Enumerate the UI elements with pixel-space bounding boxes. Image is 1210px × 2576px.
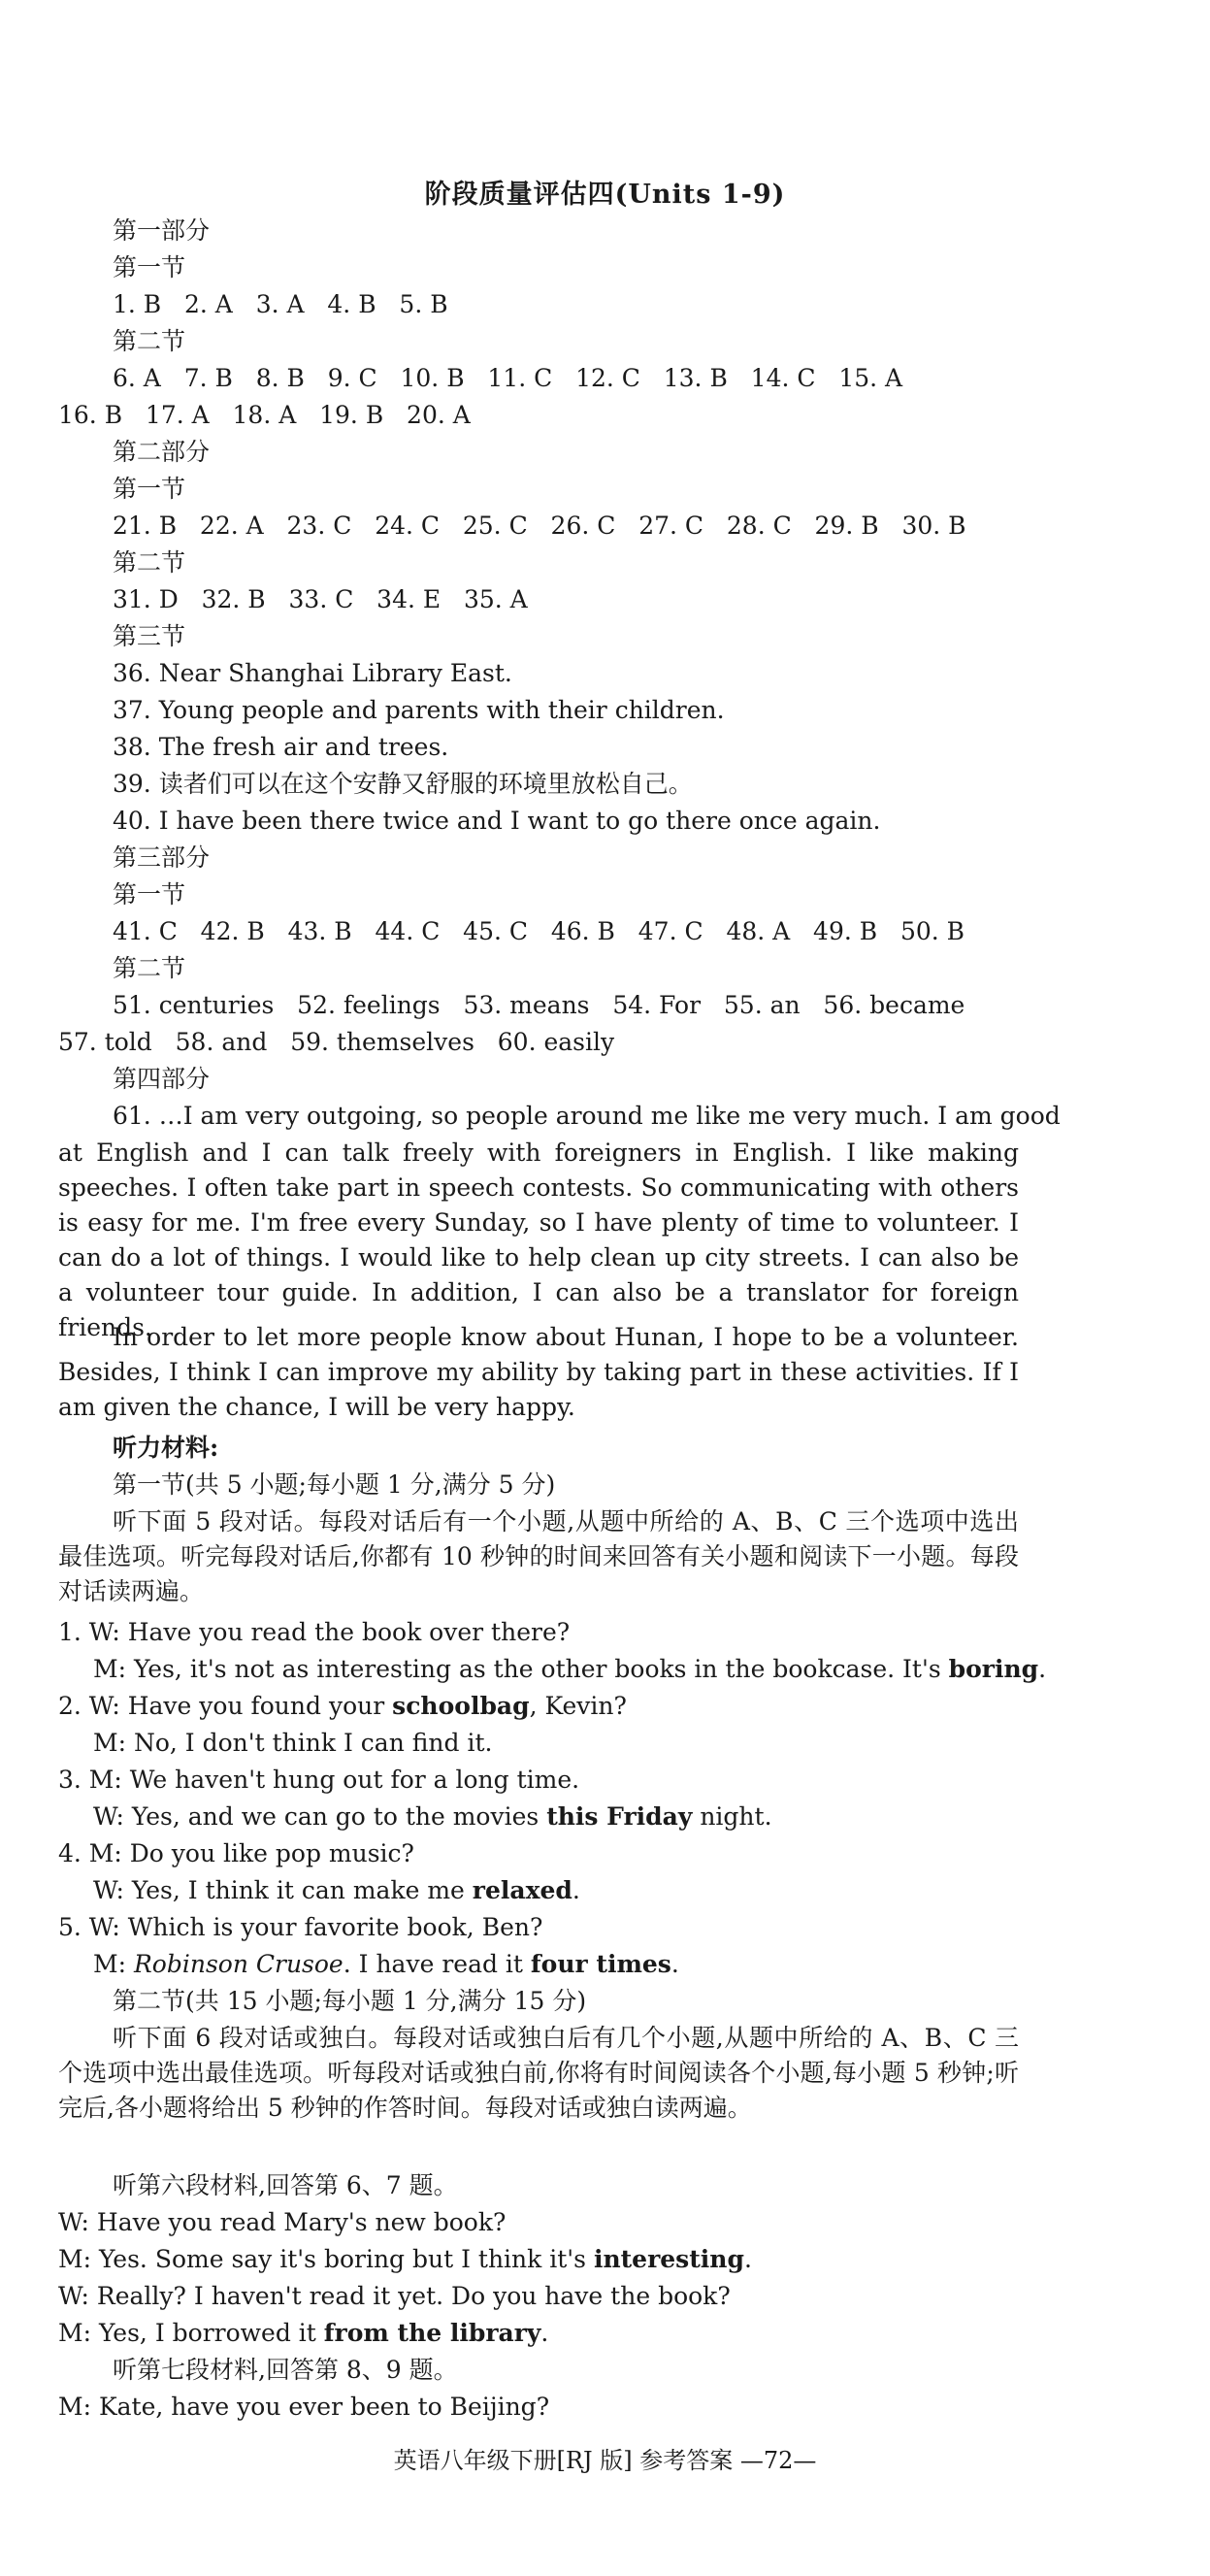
dialogue-3-line-2: W: Yes, and we can go to the movies this Friday night. xyxy=(93,1802,772,1831)
answer-line: 6. A 7. B 8. B 9. C 10. B 11. C 12. C 13. B 14. C 15. A xyxy=(113,364,903,392)
material-6-line-1: W: Have you read Mary's new book? xyxy=(58,2208,507,2236)
dialogue-2-line-2: M: No, I don't think I can find it. xyxy=(93,1729,493,1757)
dialogue-4-line-2: W: Yes, I think it can make me relaxed. xyxy=(93,1876,580,1904)
listening-section-2-instructions: 听下面 6 段对话或独白。每段对话或独白后有几个小题,从题中所给的 A、B、C 三个选项中选出最佳选项。听每段对话或独白前,你将有时间阅读各个小题,每小题 5 秒钟;听完后,各小题将给出 5 秒钟的作答时间。每段对话或独白读两遍。 xyxy=(58,2024,1019,2122)
material-6-line-3: W: Really? I haven't read it yet. Do you have the book? xyxy=(58,2282,731,2310)
answer-line: 第一节 xyxy=(113,475,186,503)
answer-line: 31. D 32. B 33. C 34. E 35. A xyxy=(113,585,528,613)
answer-line: 51. centuries 52. feelings 53. means 54. For 55. an 56. became xyxy=(113,991,965,1019)
answer-line: 40. I have been there twice and I want to go there once again. xyxy=(113,807,881,835)
material-6-heading: 听第六段材料,回答第 6、7 题。 xyxy=(113,2171,458,2199)
answer-line: 21. B 22. A 23. C 24. C 25. C 26. C 27. C 28. C 29. B 30. B xyxy=(113,512,966,540)
answer-line: 37. Young people and parents with their children. xyxy=(113,696,725,724)
answer-line: 36. Near Shanghai Library East. xyxy=(113,659,512,687)
dialogue-5-line-1: 5. W: Which is your favorite book, Ben? xyxy=(58,1913,543,1941)
answer-line: 第一节 xyxy=(113,253,186,281)
material-6-line-2: M: Yes. Some say it's boring but I think it's interesting. xyxy=(58,2245,752,2273)
answer-line: 1. B 2. A 3. A 4. B 5. B xyxy=(113,290,448,318)
listening-section-1-heading: 第一节(共 5 小题;每小题 1 分,满分 5 分) xyxy=(113,1470,556,1499)
answer-line: 41. C 42. B 43. B 44. C 45. C 46. B 47. C 48. A 49. B 50. B xyxy=(113,917,965,945)
essay-first-line: 61. …I am very outgoing, so people around me like me very much. I am good xyxy=(113,1102,1061,1130)
answer-line: 第一节 xyxy=(113,880,186,908)
answer-line: 第二部分 xyxy=(113,438,211,466)
dialogue-5-line-2: M: Robinson Crusoe. I have read it four times. xyxy=(93,1950,679,1978)
answer-line: 39. 读者们可以在这个安静又舒服的环境里放松自己。 xyxy=(113,770,693,798)
page-footer: 英语八年级下册[RJ 版] 参考答案 —72— xyxy=(393,2447,817,2474)
listening-section-2-heading: 第二节(共 15 小题;每小题 1 分,满分 15 分) xyxy=(113,1987,587,2015)
answer-line: 第一部分 xyxy=(113,216,211,245)
dialogue-3-line-1: 3. M: We haven't hung out for a long time. xyxy=(58,1766,580,1794)
dialogue-2-line-1: 2. W: Have you found your schoolbag, Kevin? xyxy=(58,1692,627,1720)
answer-line: 第二节 xyxy=(113,548,186,577)
answer-line: 第四部分 xyxy=(113,1065,211,1093)
answer-line: 第三部分 xyxy=(113,843,211,872)
answer-line: 第二节 xyxy=(113,954,186,982)
material-7-line-1: M: Kate, have you ever been to Beijing? xyxy=(58,2393,550,2421)
answer-line: 第二节 xyxy=(113,327,186,355)
dialogue-1-line-1: 1. W: Have you read the book over there? xyxy=(58,1618,571,1646)
essay-paragraph-2: In order to let more people know about Hunan, I hope to be a volunteer. Besides, I think I can improve my ability by taking part in these activities. If I am given the chance, I will be very happy. xyxy=(58,1323,1019,1421)
answer-line: 第三节 xyxy=(113,622,186,650)
material-6-line-4: M: Yes, I borrowed it from the library. xyxy=(58,2319,549,2347)
essay-paragraph-1: at English and I can talk freely with foreigners in English. I like making speeches. I often take part in speech contests. So communicating with others is easy for me. I'm free every Sunday, so I have plenty of time to volunteer. I can do a lot of things. I would like to help clean up city streets. I can also be a volunteer tour guide. In addition, I can also be a translator for foreign friends. xyxy=(58,1139,1019,1341)
material-7-heading: 听第七段材料,回答第 8、9 题。 xyxy=(113,2356,458,2384)
listening-section-1-instructions: 听下面 5 段对话。每段对话后有一个小题,从题中所给的 A、B、C 三个选项中选出最佳选项。听完每段对话后,你都有 10 秒钟的时间来回答有关小题和阅读下一小题。每段对话读两遍。 xyxy=(58,1507,1019,1605)
answer-line: 16. B 17. A 18. A 19. B 20. A xyxy=(58,401,471,429)
page-title: 阶段质量评估四(Units 1-9) xyxy=(424,180,786,210)
answer-line: 57. told 58. and 59. themselves 60. easily xyxy=(58,1028,615,1056)
dialogue-1-line-2: M: Yes, it's not as interesting as the other books in the bookcase. It's boring. xyxy=(93,1655,1047,1683)
answer-line: 38. The fresh air and trees. xyxy=(113,733,449,761)
listening-heading: 听力材料: xyxy=(113,1434,219,1462)
dialogue-4-line-1: 4. M: Do you like pop music? xyxy=(58,1839,414,1867)
